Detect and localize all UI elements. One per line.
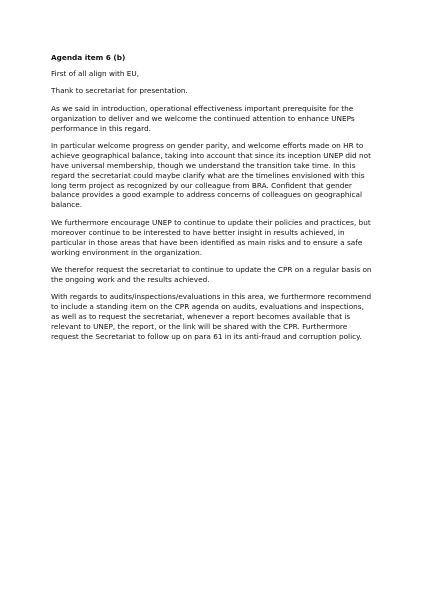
paragraph-4: In particular welcome progress on gender parity, and welcome efforts made on HR to achieve geographical balance, taking into account that since its inception UNEP did not have universal membership, though we understand the transition take time. In this regard the secretariat could maybe clarify what are the timelines envisioned with this long term project as recognized by our colleague from BRA. Confident that gender balance provides a good example to address concerns of colleagues on geographical balance. xyxy=(51,140,371,210)
paragraph-1: First of all align with EU, xyxy=(51,68,140,78)
paragraph-7: With regards to audits/inspections/evaluations in this area, we furthermore recommend to include a standing item on the CPR agenda on audits, evaluations and inspections, as well as to request the secretariat, whenever a report becomes available that is relevant to UNEP, the report, or the link will be shared with the CPR. Furthermore request the Secretariat to follow up on para 61 in its anti-fraud and corruption policy. xyxy=(51,292,372,341)
document-page xyxy=(51,53,373,349)
paragraph-3: As we said in introduction, operational effectiveness important prerequisite for the organization to deliver and we welcome the continued attention to enhance UNEPs performance in this regard. xyxy=(51,103,355,133)
agenda-item-heading: Agenda item 6 (b) xyxy=(51,53,126,62)
paragraph-6: We therefor request the secretariat to continue to update the CPR on a regular basis on the ongoing work and the results achieved. xyxy=(51,264,372,284)
paragraph-2: Thank to secretariat for presentation. xyxy=(51,86,188,96)
paragraph-5: We furthermore encourage UNEP to continue to update their policies and practices, but moreover continue to be interested to have better insight in results achieved, in particular in those areas that have been identified as main risks and to ensure a safe working environment in the organization. xyxy=(51,217,371,257)
